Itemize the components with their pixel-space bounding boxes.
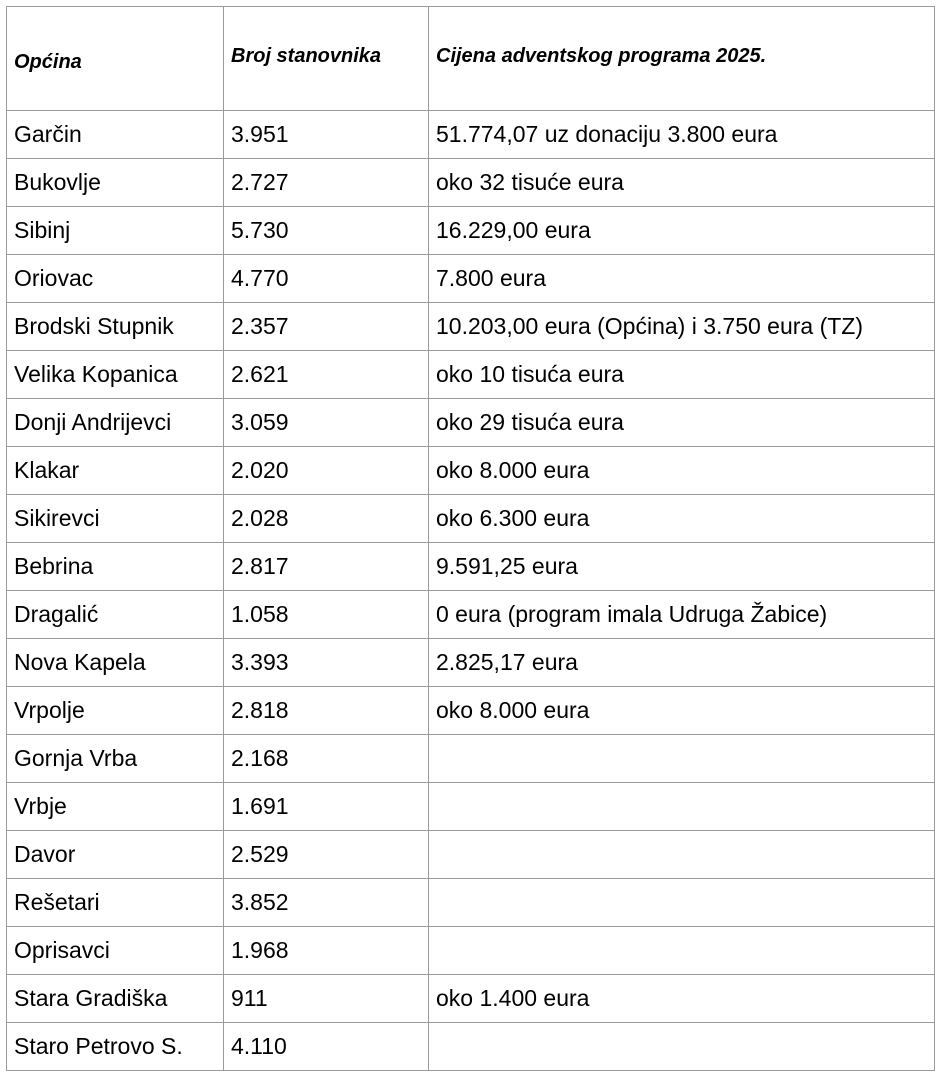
population-cell: 2.817: [224, 543, 429, 591]
header-municipality: [7, 7, 224, 111]
municipality-cell: Sibinj: [7, 207, 224, 255]
advent-program-cost-cell: 2.825,17 eura: [429, 639, 935, 687]
municipality-cell: Stara Gradiška: [7, 975, 224, 1023]
population-cell: 911: [224, 975, 429, 1023]
table-row: [7, 1023, 935, 1071]
advent-program-cost-cell: [429, 783, 935, 831]
population-cell: 4.110: [224, 1023, 429, 1071]
advent-program-cost-cell: [429, 1023, 935, 1071]
advent-program-cost-cell: 10.203,00 eura (Općina) i 3.750 eura (TZ): [429, 303, 935, 351]
population-cell: 2.357: [224, 303, 429, 351]
table-row: [7, 975, 935, 1023]
table-body: [7, 111, 935, 1071]
table-row: [7, 255, 935, 303]
advent-program-cost-cell: oko 8.000 eura: [429, 447, 935, 495]
population-cell: 5.730: [224, 207, 429, 255]
advent-program-cost-cell: 7.800 eura: [429, 255, 935, 303]
municipality-cell: Garčin: [7, 111, 224, 159]
advent-program-cost-cell: oko 1.400 eura: [429, 975, 935, 1023]
advent-program-cost-cell: 9.591,25 eura: [429, 543, 935, 591]
advent-program-cost-cell: [429, 927, 935, 975]
municipality-table: [6, 6, 935, 1071]
advent-program-cost-cell: oko 32 tisuće eura: [429, 159, 935, 207]
municipality-cell: Vrpolje: [7, 687, 224, 735]
table-row: [7, 447, 935, 495]
population-cell: 2.168: [224, 735, 429, 783]
municipality-cell: Bukovlje: [7, 159, 224, 207]
population-cell: 2.529: [224, 831, 429, 879]
table-row: [7, 495, 935, 543]
table-row: [7, 207, 935, 255]
table-row: [7, 783, 935, 831]
population-cell: 2.028: [224, 495, 429, 543]
table-row: [7, 351, 935, 399]
population-cell: 4.770: [224, 255, 429, 303]
table-row: [7, 111, 935, 159]
table-row: [7, 303, 935, 351]
table-row: [7, 735, 935, 783]
table-row: [7, 543, 935, 591]
advent-program-cost-cell: [429, 831, 935, 879]
header-population: [224, 7, 429, 111]
advent-program-cost-cell: oko 29 tisuća eura: [429, 399, 935, 447]
municipality-cell: Vrbje: [7, 783, 224, 831]
header-row: [7, 7, 935, 111]
advent-program-cost-cell: oko 10 tisuća eura: [429, 351, 935, 399]
advent-program-cost-cell: oko 8.000 eura: [429, 687, 935, 735]
population-cell: 3.951: [224, 111, 429, 159]
municipality-cell: Brodski Stupnik: [7, 303, 224, 351]
population-cell: 3.852: [224, 879, 429, 927]
table-row: [7, 639, 935, 687]
advent-program-cost-cell: oko 6.300 eura: [429, 495, 935, 543]
municipality-cell: Donji Andrijevci: [7, 399, 224, 447]
table-row: [7, 687, 935, 735]
table-row: [7, 831, 935, 879]
municipality-cell: Velika Kopanica: [7, 351, 224, 399]
population-cell: 2.020: [224, 447, 429, 495]
population-cell: 1.691: [224, 783, 429, 831]
population-cell: 1.968: [224, 927, 429, 975]
table-row: [7, 879, 935, 927]
header-advent-program-cost: [429, 7, 935, 111]
table-row: [7, 927, 935, 975]
advent-program-cost-cell: 16.229,00 eura: [429, 207, 935, 255]
advent-program-cost-cell: 0 eura (program imala Udruga Žabice): [429, 591, 935, 639]
municipality-cell: Davor: [7, 831, 224, 879]
header-municipality-label: Općina: [14, 51, 82, 73]
table-row: [7, 399, 935, 447]
municipality-cell: Oriovac: [7, 255, 224, 303]
population-cell: 3.059: [224, 399, 429, 447]
population-cell: 1.058: [224, 591, 429, 639]
municipality-cell: Nova Kapela: [7, 639, 224, 687]
population-cell: 2.621: [224, 351, 429, 399]
municipality-cell: Rešetari: [7, 879, 224, 927]
municipality-cell: Klakar: [7, 447, 224, 495]
municipality-cell: Oprisavci: [7, 927, 224, 975]
municipality-cell: Dragalić: [7, 591, 224, 639]
municipality-cell: Bebrina: [7, 543, 224, 591]
municipality-cell: Staro Petrovo S.: [7, 1023, 224, 1071]
table-row: [7, 159, 935, 207]
municipality-cell: Gornja Vrba: [7, 735, 224, 783]
header-advent-program-cost-label: Cijena adventskog programa 2025.: [436, 45, 767, 67]
advent-program-cost-cell: 51.774,07 uz donaciju 3.800 eura: [429, 111, 935, 159]
population-cell: 2.727: [224, 159, 429, 207]
header-population-label: Broj stanovnika: [231, 45, 382, 67]
advent-program-cost-cell: [429, 735, 935, 783]
population-cell: 2.818: [224, 687, 429, 735]
advent-program-cost-cell: [429, 879, 935, 927]
table-row: [7, 591, 935, 639]
municipality-cell: Sikirevci: [7, 495, 224, 543]
population-cell: 3.393: [224, 639, 429, 687]
